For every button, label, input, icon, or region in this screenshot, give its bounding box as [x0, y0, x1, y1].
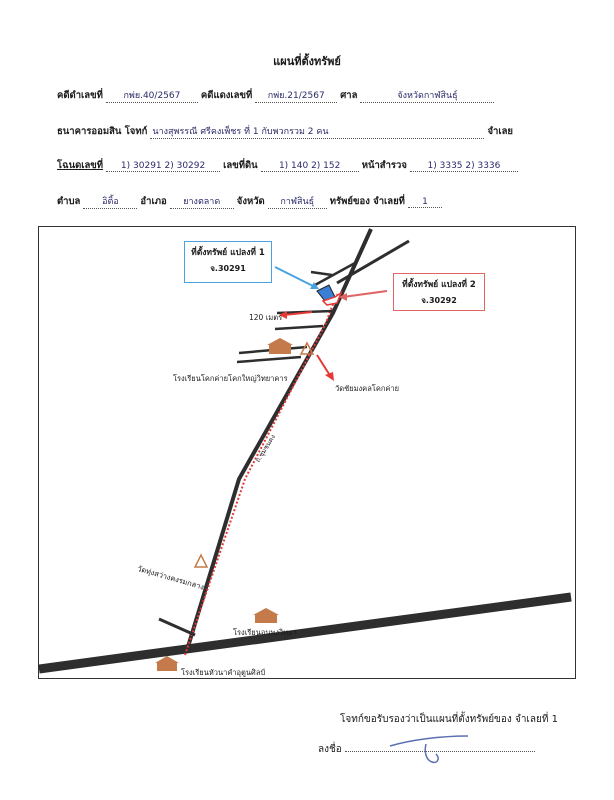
district-label: อำเภอ [140, 196, 167, 207]
signature-mark-icon [380, 722, 480, 768]
side-road [275, 326, 323, 329]
district-value: ยางตลาด [170, 194, 234, 209]
deed-label: โฉนดเลขที่ [57, 160, 104, 171]
branch-road [187, 229, 371, 650]
deed-value: 1) 30291 2) 30292 [106, 161, 220, 172]
location-map [38, 226, 576, 679]
plot-1-title: ที่ตั้งทรัพย์ แปลงที่ 1 [191, 248, 265, 258]
case-black-value: กพ่ย.40/2567 [106, 88, 198, 103]
school-1-icon [267, 338, 293, 354]
plaintiff-label: ธนาคารออมสิน โจทก์ [57, 126, 148, 137]
owner-value: 1 [408, 197, 442, 208]
plot-1-arrow [275, 267, 315, 287]
survey-value: 1) 3335 2) 3336 [410, 161, 518, 172]
defendant-value: นางสุพรรณี ศรีคงเพ็ชร ที่ 1 กับพวกรวม 2 คน [150, 124, 484, 139]
case-black-label: คดีดำเลขที่ [57, 90, 103, 101]
subdistrict-label: ตำบล [57, 196, 81, 207]
temple-2-label: วัดทุ่งสว่างคงรมกลาง [136, 563, 206, 592]
header-line-4 [57, 194, 442, 209]
plot-2-deed: จ.30292 [421, 296, 457, 305]
plot-1-callout [184, 241, 272, 283]
plot-2-title: ที่ตั้งทรัพย์ แปลงที่ 2 [402, 280, 476, 290]
case-red-label: คดีแดงเลขที่ [200, 90, 253, 101]
certify-text: โจทก์ขอรับรองว่าเป็นแผนที่ตั้งทรัพย์ของ จำเลยที่ 1 [340, 714, 558, 725]
subdistrict-value: อิติ้อ [83, 194, 137, 209]
main-highway [39, 597, 571, 669]
school-3-label: โรงเรียนหัวนาคำอุตูนศิลป์ [181, 668, 266, 677]
side-road [311, 272, 332, 275]
plot-1-deed: จ.30291 [210, 264, 246, 273]
sign-label: ลงชื่อ [318, 744, 342, 755]
school-2-label: โรงเรียนอนพงวิทยา [233, 628, 297, 637]
owner-label: ทรัพย์ของ จำเลยที่ [329, 196, 405, 207]
header-line-3 [57, 158, 518, 173]
province-value: กาฬสินธุ์ [268, 194, 327, 209]
province-label: จังหวัด [236, 196, 265, 207]
map-canvas [39, 227, 576, 679]
school-2-icon [253, 608, 279, 623]
side-road [159, 619, 195, 635]
side-road [237, 357, 301, 362]
temple-1-arrowhead [325, 372, 334, 381]
land-no-label: เลขที่ดิน [223, 160, 258, 171]
plot-2-callout [393, 273, 485, 311]
header-line-1 [57, 88, 494, 103]
defendant-label: จำเลย [487, 126, 513, 137]
land-no-value: 1) 140 2) 152 [261, 161, 359, 172]
temple-1-label: วัดชัยมงคลโคกค่าย [335, 384, 399, 393]
survey-label: หน้าสำรวจ [361, 160, 407, 171]
temple-2-icon [195, 555, 207, 567]
distance-label: 120 เมตร [249, 313, 283, 322]
court-value: จังหวัดกาฬสินธุ์ [360, 88, 494, 103]
school-1-label: โรงเรียนโคกค่ายโคกใหญ่วิทยาคาร [173, 374, 288, 383]
road-label: ถ.ชุมชนคง [253, 433, 278, 464]
school-3-icon [155, 656, 179, 671]
case-red-value: กพ่ย.21/2567 [255, 88, 337, 103]
header-line-2 [57, 124, 513, 139]
page-title: แผนที่ตั้งทรัพย์ [273, 55, 341, 68]
court-label: ศาล [340, 90, 358, 101]
plot-2-arrow [343, 291, 387, 297]
